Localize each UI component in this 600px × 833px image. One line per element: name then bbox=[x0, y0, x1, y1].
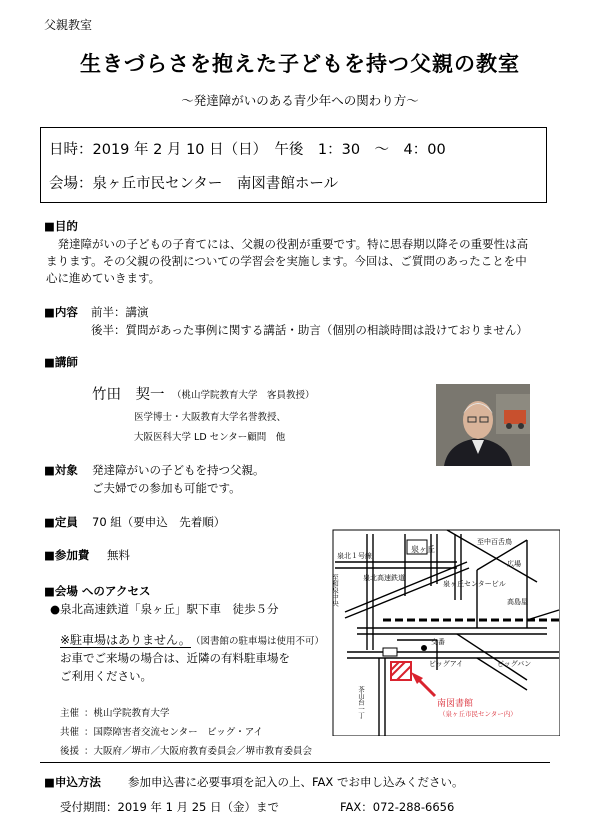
lecturer-heading: ■講師 bbox=[44, 355, 78, 369]
svg-text:広場: 広場 bbox=[507, 560, 521, 568]
venue-line: 会場：泉ヶ丘市民センター 南図書館ホール bbox=[49, 176, 339, 192]
corner-label: 父親教室 bbox=[44, 18, 93, 32]
fee-heading: ■参加費 bbox=[44, 548, 90, 562]
lecturer-credential: 大阪医科大学 LD センター顧問 他 bbox=[134, 432, 286, 443]
purpose-line: 発達障がいの子どもの子育てには、父親の役割が重要です。特に思春期以降その重要性は高 bbox=[46, 237, 529, 251]
lecturer-name: 竹田 契一 bbox=[92, 387, 165, 403]
content-heading: ■内容 bbox=[44, 305, 78, 319]
page-subtitle: ～発達障がいのある青少年への関わり方～ bbox=[181, 93, 419, 108]
support-label: 後援 bbox=[60, 746, 80, 757]
application-method: 参加申込書に必要事項を記入の上、FAX でお申し込みください。 bbox=[128, 775, 464, 789]
capacity-value: 70 組（要申込 先着順） bbox=[92, 515, 226, 529]
svg-text:交番: 交番 bbox=[431, 638, 445, 646]
date-line: 日時：2019 年 2 月 10 日（日） 午後 1：30 ～ 4：00 bbox=[49, 142, 446, 158]
target-heading: ■対象 bbox=[44, 463, 78, 477]
svg-text:ビッグバン: ビッグバン bbox=[497, 660, 532, 668]
cohost-label: 共催 bbox=[60, 727, 80, 738]
purpose-line: まります。その父親の役割についての学習会を実施します。今回は、ご質問のあったことを中 bbox=[46, 254, 527, 268]
cohost-value: ：国際障害者交流センター ビッグ・アイ bbox=[84, 727, 263, 738]
schedule-box bbox=[40, 127, 547, 203]
access-car-line: お車でご来場の場合は、近隣の有料駐車場を bbox=[60, 651, 290, 665]
content-second-half: 後半：質問があった事例に関する講話・助言（個別の相談時間は設けておりません） bbox=[91, 323, 528, 337]
target-line: 発達障がいの子どもを持つ父親。 bbox=[92, 463, 265, 477]
access-heading: ■会場 へのアクセス bbox=[44, 584, 151, 598]
application-fax: FAX：072-288-6656 bbox=[340, 800, 455, 814]
fee-value: 無料 bbox=[107, 548, 130, 562]
svg-text:（泉ヶ丘市民センター内）: （泉ヶ丘市民センター内） bbox=[439, 710, 517, 718]
purpose-heading: ■目的 bbox=[44, 219, 78, 233]
lecturer-photo bbox=[436, 384, 530, 466]
purpose-text bbox=[46, 236, 551, 287]
divider bbox=[40, 762, 550, 763]
page-title: 生きづらさを抱えた子どもを持つ父親の教室 bbox=[80, 51, 520, 76]
purpose-line: 心に進めていきます。 bbox=[46, 271, 161, 285]
access-map bbox=[327, 500, 560, 736]
access-car-line: ご利用ください。 bbox=[60, 669, 152, 683]
support-value: ：大阪府／堺市／大阪府教育委員会／堺市教育委員会 bbox=[84, 746, 313, 757]
host-label: 主催 bbox=[60, 708, 80, 719]
content-first-half: 前半：講演 bbox=[91, 305, 149, 319]
target-line: ご夫婦での参加も可能です。 bbox=[92, 481, 241, 495]
application-deadline: 受付期間：2019 年 1 月 25 日（金）まで bbox=[60, 800, 279, 814]
svg-text:泉北高速鉄道: 泉北高速鉄道 bbox=[363, 574, 405, 582]
application-heading: ■申込方法 bbox=[44, 775, 101, 789]
svg-text:泉ヶ丘: 泉ヶ丘 bbox=[411, 545, 435, 554]
svg-text:茶山台一丁: 茶山台一丁 bbox=[357, 686, 365, 719]
svg-text:泉北１号線: 泉北１号線 bbox=[337, 552, 372, 560]
svg-text:泉ヶ丘センタービル: 泉ヶ丘センタービル bbox=[443, 580, 506, 588]
parking-notice: ※駐車場はありません。 bbox=[60, 633, 191, 647]
svg-text:至和泉中央: 至和泉中央 bbox=[331, 574, 339, 607]
svg-text:至中百舌鳥: 至中百舌鳥 bbox=[477, 538, 512, 546]
svg-text:南図書館: 南図書館 bbox=[437, 699, 474, 709]
svg-text:高島屋: 高島屋 bbox=[507, 598, 528, 606]
lecturer-credential: 医学博士・大阪教育大学名誉教授、 bbox=[134, 412, 287, 423]
parking-note: （図書館の駐車場は使用不可） bbox=[191, 636, 325, 647]
svg-text:ビッグアイ: ビッグアイ bbox=[429, 660, 464, 668]
lecturer-affiliation: （桃山学院教育大学 客員教授） bbox=[172, 390, 315, 401]
host-value: ：桃山学院教育大学 bbox=[84, 708, 170, 719]
capacity-heading: ■定員 bbox=[44, 515, 78, 529]
access-train: ●泉北高速鉄道「泉ヶ丘」駅下車 徒歩５分 bbox=[50, 602, 279, 616]
